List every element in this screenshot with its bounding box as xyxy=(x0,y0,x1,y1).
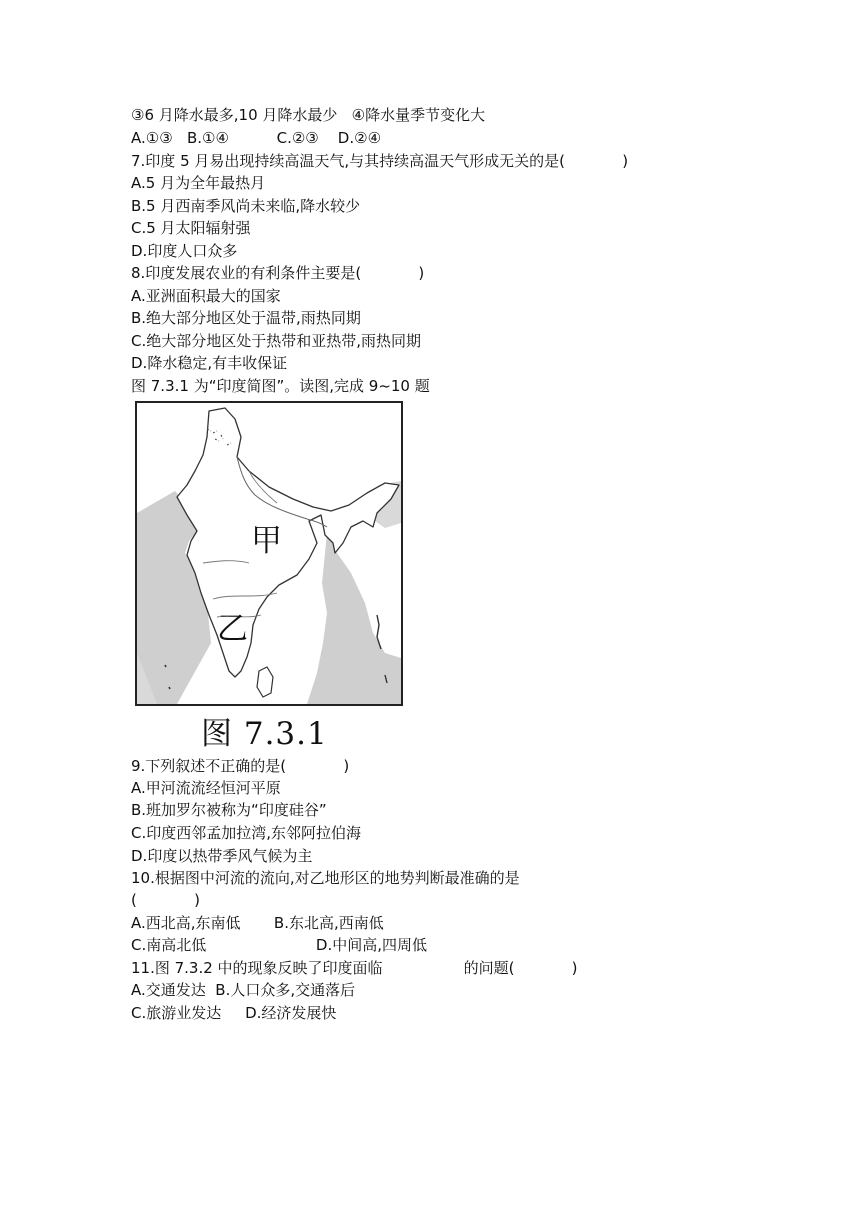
question-8-option-b: B.绝大部分地区处于温带,雨热同期 xyxy=(131,309,361,327)
question-8-option-a: A.亚洲面积最大的国家 xyxy=(131,287,281,305)
question-9-option-b: B.班加罗尔被称为“印度硅谷” xyxy=(131,801,327,819)
question-11-options-cd: C.旅游业发达 D.经济发展快 xyxy=(131,1004,337,1022)
india-map-graphic xyxy=(137,403,401,704)
question-6-choices: A.①③ B.①④ C.②③ D.②④ xyxy=(131,129,382,147)
map-intro: 图 7.3.1 为“印度简图”。读图,完成 9~10 题 xyxy=(131,377,430,395)
question-7-option-c: C.5 月太阳辐射强 xyxy=(131,219,251,237)
question-11-options-ab: A.交通发达 B.人口众多,交通落后 xyxy=(131,981,356,999)
sri-lanka xyxy=(257,667,273,697)
question-10-options-cd: C.南高北低 D.中间高,四周低 xyxy=(131,936,427,954)
label-jia: 甲 xyxy=(251,523,282,559)
question-6-option-line: ③6 月降水最多,10 月降水最少 ④降水量季节变化大 xyxy=(131,106,486,124)
question-7-option-b: B.5 月西南季风尚未来临,降水较少 xyxy=(131,197,361,215)
question-9-option-c: C.印度西邻孟加拉湾,东邻阿拉伯海 xyxy=(131,824,362,842)
question-7-stem: 7.印度 5 月易出现持续高温天气,与其持续高温天气形成无关的是( ) xyxy=(131,152,629,170)
question-7-option-a: A.5 月为全年最热月 xyxy=(131,174,266,192)
neighbor-land-east xyxy=(307,533,401,704)
question-9-option-a: A.甲河流流经恒河平原 xyxy=(131,779,281,797)
question-7-option-d: D.印度人口众多 xyxy=(131,242,238,260)
question-11-stem: 11.图 7.3.2 中的现象反映了印度面临 的问题( ) xyxy=(131,959,578,977)
question-10-options-ab: A.西北高,东南低 B.东北高,西南低 xyxy=(131,914,384,932)
question-10-stem: 10.根据图中河流的流向,对乙地形区的地势判断最准确的是 xyxy=(131,869,520,887)
question-9-stem: 9.下列叙述不正确的是( ) xyxy=(131,757,350,775)
label-yi: 乙 xyxy=(217,611,248,647)
question-8-option-c: C.绝大部分地区处于热带和亚热带,雨热同期 xyxy=(131,332,422,350)
question-10-answer-paren: ( ) xyxy=(131,891,200,909)
figure-caption: 图 7.3.1 xyxy=(201,716,328,752)
question-8-option-d: D.降水稳定,有丰收保证 xyxy=(131,354,288,372)
india-map xyxy=(135,401,403,706)
question-8-stem: 8.印度发展农业的有利条件主要是( ) xyxy=(131,264,425,282)
question-9-option-d: D.印度以热带季风气候为主 xyxy=(131,847,313,865)
